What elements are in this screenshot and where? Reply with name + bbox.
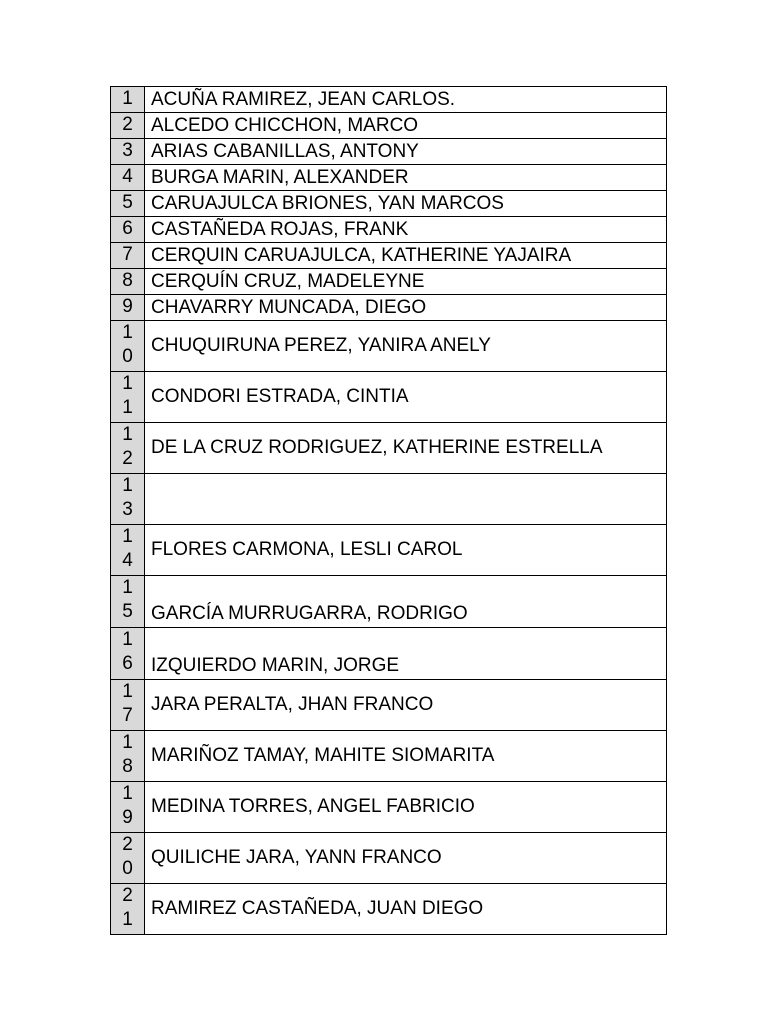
table-row: [111, 87, 667, 113]
student-name: ALCEDO CHICCHON, MARCO: [145, 113, 667, 139]
row-number: 20: [111, 833, 145, 884]
row-number: 6: [111, 217, 145, 243]
row-number: 15: [111, 576, 145, 628]
table-row: [111, 321, 667, 372]
table-row: [111, 628, 667, 680]
student-name: [145, 474, 667, 525]
table-row: [111, 165, 667, 191]
table-row: [111, 295, 667, 321]
table-row: [111, 782, 667, 833]
row-number: 7: [111, 243, 145, 269]
table-row: [111, 217, 667, 243]
student-name: MEDINA TORRES, ANGEL FABRICIO: [145, 782, 667, 833]
row-number: 2: [111, 113, 145, 139]
student-name: RAMIREZ CASTAÑEDA, JUAN DIEGO: [145, 884, 667, 935]
row-number: 14: [111, 525, 145, 576]
student-name: FLORES CARMONA, LESLI CAROL: [145, 525, 667, 576]
row-number: 3: [111, 139, 145, 165]
table-row: [111, 833, 667, 884]
row-number: 17: [111, 680, 145, 731]
student-name: DE LA CRUZ RODRIGUEZ, KATHERINE ESTRELLA: [145, 423, 667, 474]
student-list-table: [110, 86, 667, 935]
table-row: [111, 576, 667, 628]
table-row: [111, 139, 667, 165]
row-number: 11: [111, 372, 145, 423]
row-number: 5: [111, 191, 145, 217]
table-row: [111, 191, 667, 217]
row-number: 19: [111, 782, 145, 833]
table-row: [111, 680, 667, 731]
student-name: GARCÍA MURRUGARRA, RODRIGO: [145, 576, 667, 628]
student-name: IZQUIERDO MARIN, JORGE: [145, 628, 667, 680]
row-number: 10: [111, 321, 145, 372]
table-row: [111, 474, 667, 525]
student-name: CHUQUIRUNA PEREZ, YANIRA ANELY: [145, 321, 667, 372]
student-name: BURGA MARIN, ALEXANDER: [145, 165, 667, 191]
table-row: [111, 884, 667, 935]
student-name: QUILICHE JARA, YANN FRANCO: [145, 833, 667, 884]
row-number: 8: [111, 269, 145, 295]
student-list-body: [111, 87, 667, 935]
row-number: 16: [111, 628, 145, 680]
student-name: CASTAÑEDA ROJAS, FRANK: [145, 217, 667, 243]
table-row: [111, 113, 667, 139]
row-number: 4: [111, 165, 145, 191]
table-row: [111, 269, 667, 295]
table-row: [111, 525, 667, 576]
table-row: [111, 423, 667, 474]
table-row: [111, 372, 667, 423]
row-number: 13: [111, 474, 145, 525]
row-number: 18: [111, 731, 145, 782]
student-name: ACUÑA RAMIREZ, JEAN CARLOS.: [145, 87, 667, 113]
table-row: [111, 243, 667, 269]
student-name: CERQUIN CARUAJULCA, KATHERINE YAJAIRA: [145, 243, 667, 269]
row-number: 9: [111, 295, 145, 321]
student-name: ARIAS CABANILLAS, ANTONY: [145, 139, 667, 165]
row-number: 12: [111, 423, 145, 474]
student-name: CONDORI ESTRADA, CINTIA: [145, 372, 667, 423]
row-number: 21: [111, 884, 145, 935]
student-name: CARUAJULCA BRIONES, YAN MARCOS: [145, 191, 667, 217]
row-number: 1: [111, 87, 145, 113]
student-name: CERQUÍN CRUZ, MADELEYNE: [145, 269, 667, 295]
student-name: MARIÑOZ TAMAY, MAHITE SIOMARITA: [145, 731, 667, 782]
student-name: JARA PERALTA, JHAN FRANCO: [145, 680, 667, 731]
student-name: CHAVARRY MUNCADA, DIEGO: [145, 295, 667, 321]
table-row: [111, 731, 667, 782]
